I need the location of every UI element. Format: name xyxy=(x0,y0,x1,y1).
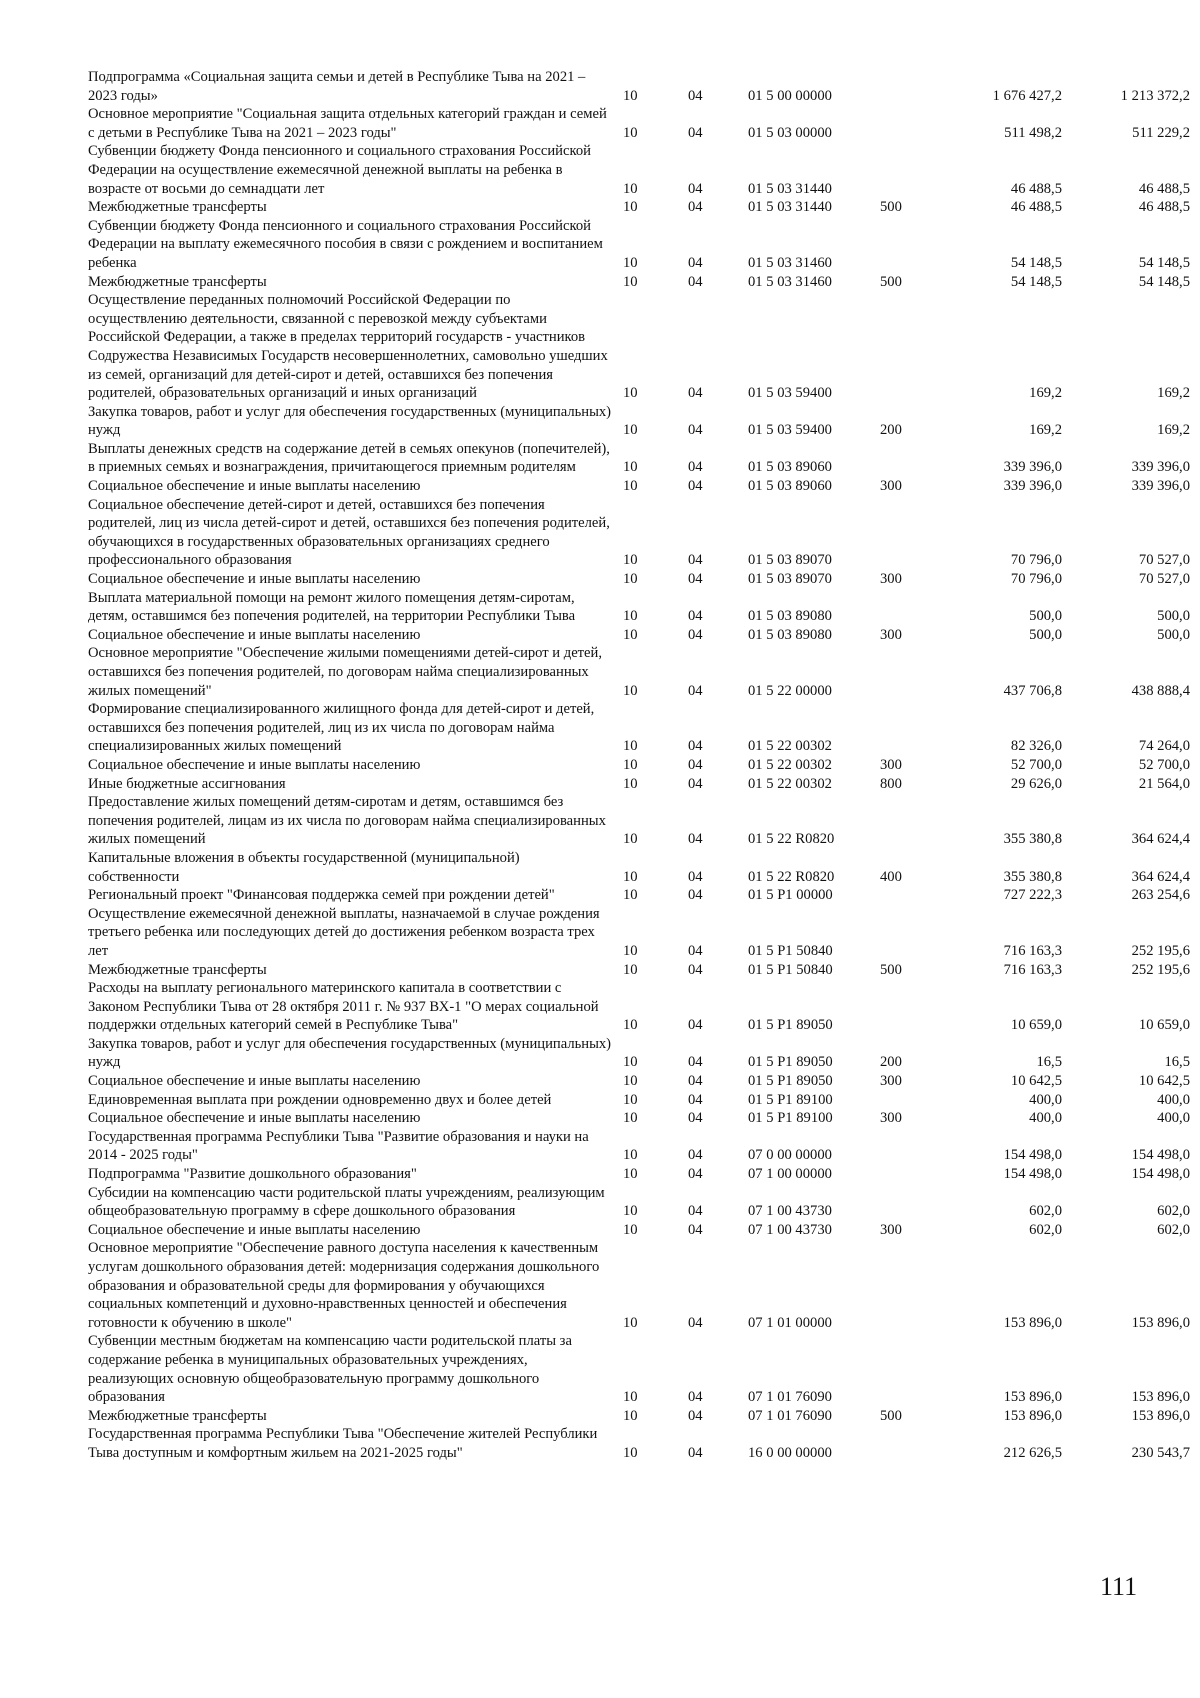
row-podrazdel: 04 xyxy=(688,478,703,495)
row-name: Субсидии на компенсацию части родительской платы учреждениям, реализующим общеобразовательную программу в сфере дошкольного образования xyxy=(88,1184,605,1220)
row-target-article: 01 5 03 89060 xyxy=(748,478,832,495)
row-name: Социальное обеспечение и иные выплаты населению xyxy=(88,1110,421,1127)
row-amount-year2: 54 148,5 xyxy=(1138,273,1190,290)
row-podrazdel: 04 xyxy=(688,682,703,699)
row-amount-year2: 400,0 xyxy=(1157,1091,1190,1108)
row-target-article: 07 1 01 00000 xyxy=(748,1314,832,1331)
row-expense-type: 300 xyxy=(880,626,902,643)
row-podrazdel: 04 xyxy=(688,273,703,290)
row-name: Социальное обеспечение и иные выплаты населению xyxy=(88,1073,421,1090)
row-amount-year1: 154 498,0 xyxy=(1003,1147,1062,1164)
row-target-article: 01 5 22 R0820 xyxy=(748,868,835,885)
row-razdel: 10 xyxy=(623,385,638,402)
row-amount-year2: 74 264,0 xyxy=(1138,738,1190,755)
row-amount-year2: 438 888,4 xyxy=(1131,682,1190,699)
row-amount-year2: 500,0 xyxy=(1157,626,1190,643)
row-amount-year2: 21 564,0 xyxy=(1138,775,1190,792)
table-row xyxy=(88,756,1190,775)
row-amount-year2: 10 659,0 xyxy=(1138,1017,1190,1034)
row-razdel: 10 xyxy=(623,942,638,959)
row-razdel: 10 xyxy=(623,254,638,271)
row-target-article: 07 0 00 00000 xyxy=(748,1147,832,1164)
row-razdel: 10 xyxy=(623,738,638,755)
row-razdel: 10 xyxy=(623,887,638,904)
row-amount-year1: 511 498,2 xyxy=(1004,124,1062,141)
table-row xyxy=(88,68,1190,105)
row-expense-type: 200 xyxy=(880,1054,902,1071)
row-podrazdel: 04 xyxy=(688,1166,703,1183)
row-amount-year1: 16,5 xyxy=(1036,1054,1062,1071)
row-razdel: 10 xyxy=(623,273,638,290)
row-name: Межбюджетные трансферты xyxy=(88,199,267,216)
row-target-article: 01 5 P1 89050 xyxy=(748,1017,833,1034)
row-name: Региональный проект "Финансовая поддержка семей при рождении детей" xyxy=(88,887,555,904)
row-amount-year1: 727 222,3 xyxy=(1003,887,1062,904)
table-row xyxy=(88,1425,1190,1462)
row-expense-type: 300 xyxy=(880,1221,902,1238)
row-expense-type: 200 xyxy=(880,422,902,439)
row-podrazdel: 04 xyxy=(688,199,703,216)
row-name: Расходы на выплату регионального материнского капитала в соответствии с Законом Республики Тыва от 28 октября 2011 г. № 937 ВХ-1 "О мерах социальной поддержки отдельных категорий семей в Республике Тыва" xyxy=(88,980,599,1034)
row-expense-type: 300 xyxy=(880,571,902,588)
row-podrazdel: 04 xyxy=(688,1203,703,1220)
row-name: Подпрограмма "Развитие дошкольного образования" xyxy=(88,1166,417,1183)
row-amount-year2: 364 624,4 xyxy=(1131,831,1190,848)
row-amount-year2: 339 396,0 xyxy=(1131,478,1190,495)
row-podrazdel: 04 xyxy=(688,1444,703,1461)
row-amount-year2: 70 527,0 xyxy=(1138,571,1190,588)
row-razdel: 10 xyxy=(623,1203,638,1220)
row-podrazdel: 04 xyxy=(688,87,703,104)
row-amount-year2: 500,0 xyxy=(1157,608,1190,625)
row-amount-year2: 339 396,0 xyxy=(1131,459,1190,476)
row-podrazdel: 04 xyxy=(688,756,703,773)
row-amount-year1: 169,2 xyxy=(1029,422,1062,439)
row-amount-year1: 153 896,0 xyxy=(1003,1407,1062,1424)
row-amount-year1: 400,0 xyxy=(1029,1110,1062,1127)
row-podrazdel: 04 xyxy=(688,608,703,625)
row-amount-year1: 716 163,3 xyxy=(1003,942,1062,959)
row-amount-year2: 169,2 xyxy=(1157,422,1190,439)
row-name: Межбюджетные трансферты xyxy=(88,961,267,978)
row-target-article: 01 5 22 R0820 xyxy=(748,831,835,848)
row-podrazdel: 04 xyxy=(688,942,703,959)
row-razdel: 10 xyxy=(623,1407,638,1424)
row-razdel: 10 xyxy=(623,1017,638,1034)
row-name: Межбюджетные трансферты xyxy=(88,1407,267,1424)
row-razdel: 10 xyxy=(623,682,638,699)
row-amount-year2: 153 896,0 xyxy=(1131,1389,1190,1406)
table-row xyxy=(88,1128,1190,1165)
table-row xyxy=(88,440,1190,477)
row-amount-year1: 153 896,0 xyxy=(1003,1314,1062,1331)
table-row xyxy=(88,105,1190,142)
row-razdel: 10 xyxy=(623,1147,638,1164)
row-amount-year2: 364 624,4 xyxy=(1131,868,1190,885)
row-podrazdel: 04 xyxy=(688,1221,703,1238)
row-name: Основное мероприятие "Социальная защита отдельных категорий граждан и семей с детьми в Республике Тыва на 2021 – 2023 годы" xyxy=(88,106,607,141)
row-amount-year1: 10 659,0 xyxy=(1010,1017,1062,1034)
table-row xyxy=(88,198,1190,217)
row-target-article: 01 5 03 00000 xyxy=(748,124,832,141)
row-target-article: 01 5 P1 89050 xyxy=(748,1073,833,1090)
row-razdel: 10 xyxy=(623,1091,638,1108)
row-amount-year1: 1 676 427,2 xyxy=(992,87,1062,104)
row-target-article: 01 5 00 00000 xyxy=(748,87,832,104)
row-amount-year2: 70 527,0 xyxy=(1138,552,1190,569)
row-target-article: 07 1 01 76090 xyxy=(748,1407,832,1424)
table-row xyxy=(88,1221,1190,1240)
row-target-article: 01 5 22 00302 xyxy=(748,738,832,755)
table-row xyxy=(88,273,1190,292)
row-name: Государственная программа Республики Тыва "Развитие образования и науки на 2014 - 2025 годы" xyxy=(88,1128,589,1164)
row-amount-year1: 154 498,0 xyxy=(1003,1166,1062,1183)
row-amount-year1: 355 380,8 xyxy=(1003,868,1062,885)
row-podrazdel: 04 xyxy=(688,1073,703,1090)
row-name: Выплаты денежных средств на содержание детей в семьях опекунов (попечителей), в приемных семьях и вознаграждения, причитающегося приемным родителям xyxy=(88,440,610,476)
row-name: Закупка товаров, работ и услуг для обеспечения государственных (муниципальных) нужд xyxy=(88,403,612,439)
row-amount-year1: 54 148,5 xyxy=(1010,273,1062,290)
row-amount-year1: 602,0 xyxy=(1029,1203,1062,1220)
row-target-article: 01 5 P1 50840 xyxy=(748,961,833,978)
row-expense-type: 300 xyxy=(880,1073,902,1090)
row-name: Социальное обеспечение детей-сирот и детей, оставшихся без попечения родителей, лиц из числа детей-сирот и детей, оставшихся без попечения родителей, обучающихся в государственных образовательных организациях среднего профессионального образования xyxy=(88,496,610,569)
row-target-article: 01 5 P1 50840 xyxy=(748,942,833,959)
table-row xyxy=(88,775,1190,794)
row-amount-year1: 602,0 xyxy=(1029,1221,1062,1238)
row-target-article: 01 5 P1 89100 xyxy=(748,1110,833,1127)
row-podrazdel: 04 xyxy=(688,831,703,848)
row-amount-year1: 437 706,8 xyxy=(1003,682,1062,699)
row-podrazdel: 04 xyxy=(688,626,703,643)
row-target-article: 01 5 03 59400 xyxy=(748,385,832,402)
row-expense-type: 500 xyxy=(880,273,902,290)
row-razdel: 10 xyxy=(623,1314,638,1331)
table-row xyxy=(88,886,1190,905)
row-name: Единовременная выплата при рождении одновременно двух и более детей xyxy=(88,1091,552,1108)
table-row xyxy=(88,1407,1190,1426)
row-podrazdel: 04 xyxy=(688,1091,703,1108)
row-target-article: 07 1 01 76090 xyxy=(748,1389,832,1406)
row-podrazdel: 04 xyxy=(688,254,703,271)
table-row xyxy=(88,1072,1190,1091)
row-razdel: 10 xyxy=(623,180,638,197)
row-podrazdel: 04 xyxy=(688,738,703,755)
table-row xyxy=(88,1332,1190,1406)
row-amount-year2: 169,2 xyxy=(1157,385,1190,402)
row-expense-type: 400 xyxy=(880,868,902,885)
row-name: Государственная программа Республики Тыва "Обеспечение жителей Республики Тыва доступным и комфортным жильем на 2021-2025 годы" xyxy=(88,1426,598,1461)
row-amount-year1: 339 396,0 xyxy=(1003,459,1062,476)
row-amount-year1: 339 396,0 xyxy=(1003,478,1062,495)
row-expense-type: 500 xyxy=(880,1407,902,1424)
table-row xyxy=(88,644,1190,700)
row-amount-year2: 46 488,5 xyxy=(1138,180,1190,197)
row-amount-year2: 1 213 372,2 xyxy=(1120,87,1190,104)
row-target-article: 01 5 03 31440 xyxy=(748,180,832,197)
row-name: Социальное обеспечение и иные выплаты населению xyxy=(88,478,421,495)
row-razdel: 10 xyxy=(623,608,638,625)
row-razdel: 10 xyxy=(623,868,638,885)
table-row xyxy=(88,403,1190,440)
table-row xyxy=(88,1035,1190,1072)
table-row xyxy=(88,1184,1190,1221)
table-row xyxy=(88,570,1190,589)
row-amount-year1: 212 626,5 xyxy=(1003,1444,1062,1461)
row-target-article: 01 5 03 31460 xyxy=(748,254,832,271)
row-podrazdel: 04 xyxy=(688,1110,703,1127)
row-razdel: 10 xyxy=(623,124,638,141)
row-name: Иные бюджетные ассигнования xyxy=(88,775,286,792)
row-podrazdel: 04 xyxy=(688,1017,703,1034)
row-razdel: 10 xyxy=(623,1444,638,1461)
row-target-article: 01 5 22 00000 xyxy=(748,682,832,699)
table-row xyxy=(88,849,1190,886)
row-amount-year1: 46 488,5 xyxy=(1010,199,1062,216)
row-amount-year1: 169,2 xyxy=(1029,385,1062,402)
row-podrazdel: 04 xyxy=(688,1389,703,1406)
row-amount-year2: 10 642,5 xyxy=(1138,1073,1190,1090)
row-target-article: 01 5 P1 89100 xyxy=(748,1091,833,1108)
row-name: Межбюджетные трансферты xyxy=(88,273,267,290)
row-expense-type: 500 xyxy=(880,961,902,978)
table-row xyxy=(88,1239,1190,1332)
row-amount-year1: 70 796,0 xyxy=(1010,571,1062,588)
row-amount-year2: 252 195,6 xyxy=(1131,942,1190,959)
row-name: Подпрограмма «Социальная защита семьи и детей в Республике Тыва на 2021 – 2023 годы» xyxy=(88,69,586,104)
row-name: Капитальные вложения в объекты государственной (муниципальной) собственности xyxy=(88,849,520,885)
row-razdel: 10 xyxy=(623,1221,638,1238)
row-amount-year1: 29 626,0 xyxy=(1010,775,1062,792)
table-row xyxy=(88,626,1190,645)
table-row xyxy=(88,291,1190,403)
row-expense-type: 300 xyxy=(880,1110,902,1127)
row-razdel: 10 xyxy=(623,459,638,476)
row-expense-type: 500 xyxy=(880,199,902,216)
row-name: Осуществление переданных полномочий Российской Федерации по осуществлению деятельности, связанной с перевозкой между субъектами Российской Федерации, а также в пределах территорий государств - участников Содружества Независимых Государств несовершеннолетних, самовольно ушедших из семей, организаций для детей-сирот и детей, оставшихся без попечения родителей, образовательных организаций и иных организаций xyxy=(88,292,608,402)
row-name: Выплата материальной помощи на ремонт жилого помещения детям-сиротам, детям, оставшимся без попечения родителей, на территории Республики Тыва xyxy=(88,589,576,625)
row-amount-year1: 500,0 xyxy=(1029,626,1062,643)
row-podrazdel: 04 xyxy=(688,1314,703,1331)
table-row xyxy=(88,589,1190,626)
row-name: Закупка товаров, работ и услуг для обеспечения государственных (муниципальных) нужд xyxy=(88,1035,612,1071)
row-razdel: 10 xyxy=(623,756,638,773)
row-amount-year2: 511 229,2 xyxy=(1132,124,1190,141)
row-amount-year2: 153 896,0 xyxy=(1131,1407,1190,1424)
row-target-article: 01 5 03 31460 xyxy=(748,273,832,290)
budget-table xyxy=(88,68,1190,1463)
row-amount-year2: 46 488,5 xyxy=(1138,199,1190,216)
row-target-article: 07 1 00 00000 xyxy=(748,1166,832,1183)
row-amount-year2: 16,5 xyxy=(1164,1054,1190,1071)
row-amount-year1: 355 380,8 xyxy=(1003,831,1062,848)
table-row xyxy=(88,905,1190,961)
row-razdel: 10 xyxy=(623,831,638,848)
row-target-article: 16 0 00 00000 xyxy=(748,1444,832,1461)
row-amount-year1: 500,0 xyxy=(1029,608,1062,625)
row-amount-year2: 252 195,6 xyxy=(1131,961,1190,978)
table-row xyxy=(88,1109,1190,1128)
row-amount-year1: 716 163,3 xyxy=(1003,961,1062,978)
row-name: Социальное обеспечение и иные выплаты населению xyxy=(88,756,421,773)
row-podrazdel: 04 xyxy=(688,422,703,439)
table-row xyxy=(88,217,1190,273)
row-target-article: 01 5 P1 89050 xyxy=(748,1054,833,1071)
row-name: Предоставление жилых помещений детям-сиротам и детям, оставшимся без попечения родителей, лицам из их числа по договорам найма специализированных жилых помещений xyxy=(88,794,606,848)
row-razdel: 10 xyxy=(623,199,638,216)
row-target-article: 07 1 00 43730 xyxy=(748,1203,832,1220)
row-podrazdel: 04 xyxy=(688,775,703,792)
row-target-article: 01 5 03 89070 xyxy=(748,552,832,569)
row-amount-year2: 153 896,0 xyxy=(1131,1314,1190,1331)
row-podrazdel: 04 xyxy=(688,571,703,588)
row-target-article: 07 1 00 43730 xyxy=(748,1221,832,1238)
table-row xyxy=(88,142,1190,198)
row-razdel: 10 xyxy=(623,1110,638,1127)
row-amount-year2: 230 543,7 xyxy=(1131,1444,1190,1461)
row-razdel: 10 xyxy=(623,571,638,588)
row-podrazdel: 04 xyxy=(688,868,703,885)
row-amount-year1: 70 796,0 xyxy=(1010,552,1062,569)
row-name: Социальное обеспечение и иные выплаты населению xyxy=(88,571,421,588)
row-amount-year2: 263 254,6 xyxy=(1131,887,1190,904)
row-name: Формирование специализированного жилищного фонда для детей-сирот и детей, оставшихся без попечения родителей, лиц из их числа по договорам найма специализированных жилых помещений xyxy=(88,701,595,755)
row-razdel: 10 xyxy=(623,626,638,643)
row-razdel: 10 xyxy=(623,552,638,569)
row-amount-year2: 54 148,5 xyxy=(1138,254,1190,271)
row-target-article: 01 5 03 31440 xyxy=(748,199,832,216)
row-amount-year1: 10 642,5 xyxy=(1010,1073,1062,1090)
row-amount-year1: 52 700,0 xyxy=(1010,756,1062,773)
row-podrazdel: 04 xyxy=(688,124,703,141)
row-name: Социальное обеспечение и иные выплаты населению xyxy=(88,1221,421,1238)
row-amount-year2: 52 700,0 xyxy=(1138,756,1190,773)
row-amount-year1: 82 326,0 xyxy=(1010,738,1062,755)
row-razdel: 10 xyxy=(623,1389,638,1406)
row-name: Основное мероприятие "Обеспечение равного доступа населения к качественным услугам дошкольного образования детей: модернизация содержания дошкольного образования и образовательной среды для формирования у обучающихся социальных компетенций и духовно-нравственных ценностей и обеспечения готовности к обучению в школе" xyxy=(88,1240,600,1331)
row-razdel: 10 xyxy=(623,1054,638,1071)
table-row xyxy=(88,1165,1190,1184)
row-amount-year1: 153 896,0 xyxy=(1003,1389,1062,1406)
row-target-article: 01 5 22 00302 xyxy=(748,756,832,773)
table-row xyxy=(88,961,1190,980)
row-amount-year1: 400,0 xyxy=(1029,1091,1062,1108)
row-amount-year2: 154 498,0 xyxy=(1131,1166,1190,1183)
row-target-article: 01 5 03 89070 xyxy=(748,571,832,588)
row-target-article: 01 5 03 89060 xyxy=(748,459,832,476)
row-target-article: 01 5 22 00302 xyxy=(748,775,832,792)
row-razdel: 10 xyxy=(623,961,638,978)
table-row xyxy=(88,496,1190,570)
row-podrazdel: 04 xyxy=(688,1054,703,1071)
row-target-article: 01 5 P1 00000 xyxy=(748,887,833,904)
row-amount-year2: 602,0 xyxy=(1157,1203,1190,1220)
row-name: Субвенции бюджету Фонда пенсионного и социального страхования Российской Федерации на осуществление ежемесячной денежной выплаты на ребенка в возрасте от восьми до семнадцати лет xyxy=(88,143,591,197)
row-name: Основное мероприятие "Обеспечение жилыми помещениями детей-сирот и детей, оставшихся без попечения родителей, по договорам найма специализированных жилых помещений" xyxy=(88,645,602,699)
row-target-article: 01 5 03 59400 xyxy=(748,422,832,439)
table-row xyxy=(88,477,1190,496)
row-podrazdel: 04 xyxy=(688,1147,703,1164)
row-target-article: 01 5 03 89080 xyxy=(748,626,832,643)
row-target-article: 01 5 03 89080 xyxy=(748,608,832,625)
table-row xyxy=(88,979,1190,1035)
row-name: Субвенции местным бюджетам на компенсацию части родительской платы за содержание ребенка в муниципальных образовательных учреждениях, реализующих основную общеобразовательную программу дошкольного образования xyxy=(88,1333,572,1406)
row-amount-year2: 400,0 xyxy=(1157,1110,1190,1127)
row-amount-year1: 54 148,5 xyxy=(1010,254,1062,271)
row-name: Осуществление ежемесячной денежной выплаты, назначаемой в случае рождения третьего ребенка или последующих детей до достижения ребенком возраста трех лет xyxy=(88,905,600,959)
row-razdel: 10 xyxy=(623,1073,638,1090)
table-row xyxy=(88,1091,1190,1110)
row-expense-type: 300 xyxy=(880,478,902,495)
row-name: Субвенции бюджету Фонда пенсионного и социального страхования Российской Федерации на выплату ежемесячного пособия в связи с рождением и воспитанием ребенка xyxy=(88,217,603,271)
row-expense-type: 300 xyxy=(880,756,902,773)
row-expense-type: 800 xyxy=(880,775,902,792)
row-amount-year2: 154 498,0 xyxy=(1131,1147,1190,1164)
row-name: Социальное обеспечение и иные выплаты населению xyxy=(88,626,421,643)
table-row xyxy=(88,793,1190,849)
row-amount-year1: 46 488,5 xyxy=(1010,180,1062,197)
row-amount-year2: 602,0 xyxy=(1157,1221,1190,1238)
row-razdel: 10 xyxy=(623,478,638,495)
page-number: 111 xyxy=(1100,1572,1138,1601)
row-razdel: 10 xyxy=(623,1166,638,1183)
row-razdel: 10 xyxy=(623,422,638,439)
row-podrazdel: 04 xyxy=(688,385,703,402)
row-razdel: 10 xyxy=(623,87,638,104)
row-podrazdel: 04 xyxy=(688,552,703,569)
row-podrazdel: 04 xyxy=(688,961,703,978)
row-podrazdel: 04 xyxy=(688,887,703,904)
row-podrazdel: 04 xyxy=(688,180,703,197)
row-razdel: 10 xyxy=(623,775,638,792)
table-row xyxy=(88,700,1190,756)
row-podrazdel: 04 xyxy=(688,459,703,476)
row-podrazdel: 04 xyxy=(688,1407,703,1424)
